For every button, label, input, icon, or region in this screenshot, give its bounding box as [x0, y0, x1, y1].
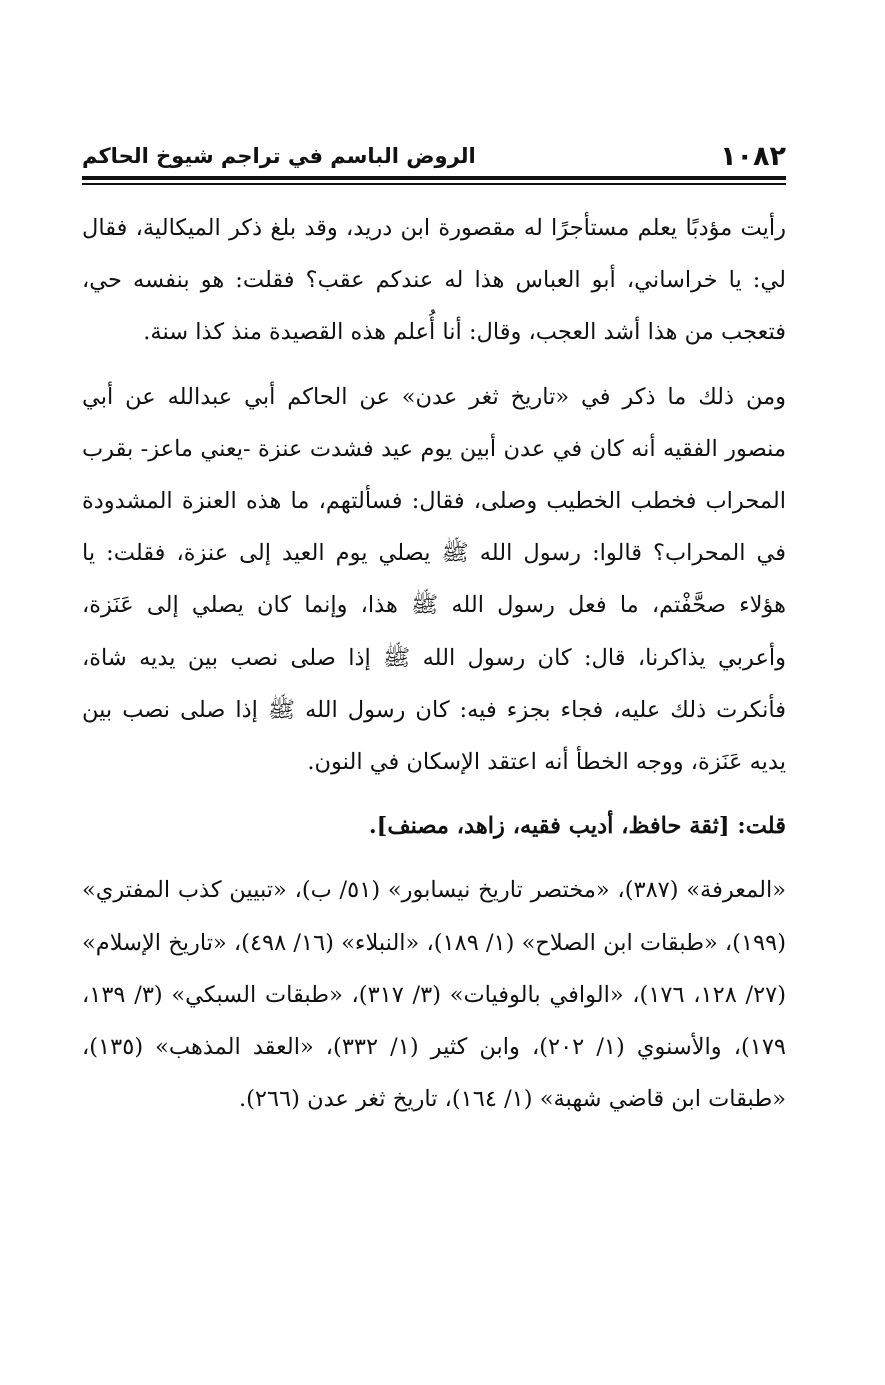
paragraph-verdict: قلت: [ثقة حافظ، أديب فقيه، زاهد، مصنف]. [368, 813, 786, 840]
paragraph-continuation: رأيت مؤدبًا يعلم مستأجرًا له مقصورة ابن دريد، وقد بلغ ذكر الميكالية، فقال لي: يا خراساني، أبو العباس هذا له عندكم عقب؟ فقلت: هو بنفسه حي، فتعجب من هذا أشد العجب، وقال: أنا أُعلم هذه القصيدة منذ كذا سنة. [82, 215, 786, 346]
page-header [82, 138, 786, 174]
body-text [82, 202, 786, 1125]
paragraph-anecdote: ومن ذلك ما ذكر في «تاريخ ثغر عدن» عن الحاكم أبي عبدالله عن أبي منصور الفقيه أنه كان في عدن أبين يوم عيد فشدت عنزة -يعني ماعز- بقرب المحراب فخطب الخطيب وصلى، فقال: فسألتهم، ما هذه العنزة المشدودة في المحراب؟ قالوا: رسول الله ﷺ يصلي يوم العيد إلى عنزة، فقلت: يا هؤلاء صحَّفْتم، ما فعل رسول الله ﷺ هذا، وإنما كان يصلي إلى عَنَزة، وأعربي يذاكرنا، قال: كان رسول الله ﷺ إذا صلى نصب بين يديه شاة، فأنكرت ذلك عليه، فجاء بجزء فيه: كان رسول الله ﷺ إذا صلى نصب بين يديه عَنَزة، ووجه الخطأ أنه اعتقد الإسكان في النون. [82, 383, 786, 776]
page-number: ١٠٨٢ [720, 140, 786, 172]
paragraph-sources: «المعرفة» (٣٨٧)، «مختصر تاريخ نيسابور» (٥١/ ب)، «تبيين كذب المفتري» (١٩٩)، «طبقات ابن الصلاح» (١/ ١٨٩)، «النبلاء» (١٦/ ٤٩٨)، «تاريخ الإسلام» (٢٧/ ١٢٨، ١٧٦)، «الوافي بالوفيات» (٣/ ٣١٧)، «طبقات السبكي» (٣/ ١٣٩، ١٧٩)، والأسنوي (١/ ٢٠٢)، وابن كثير (١/ ٣٣٢)، «العقد المذهب» (١٣٥)، «طبقات ابن قاضي شهبة» (١/ ١٦٤)، تاريخ ثغر عدن (٢٦٦). [82, 877, 787, 1113]
header-rule-thin [82, 183, 786, 185]
header-rule-thick [82, 176, 786, 180]
running-title: الروض الباسم في تراجم شيوخ الحاكم [82, 144, 476, 168]
